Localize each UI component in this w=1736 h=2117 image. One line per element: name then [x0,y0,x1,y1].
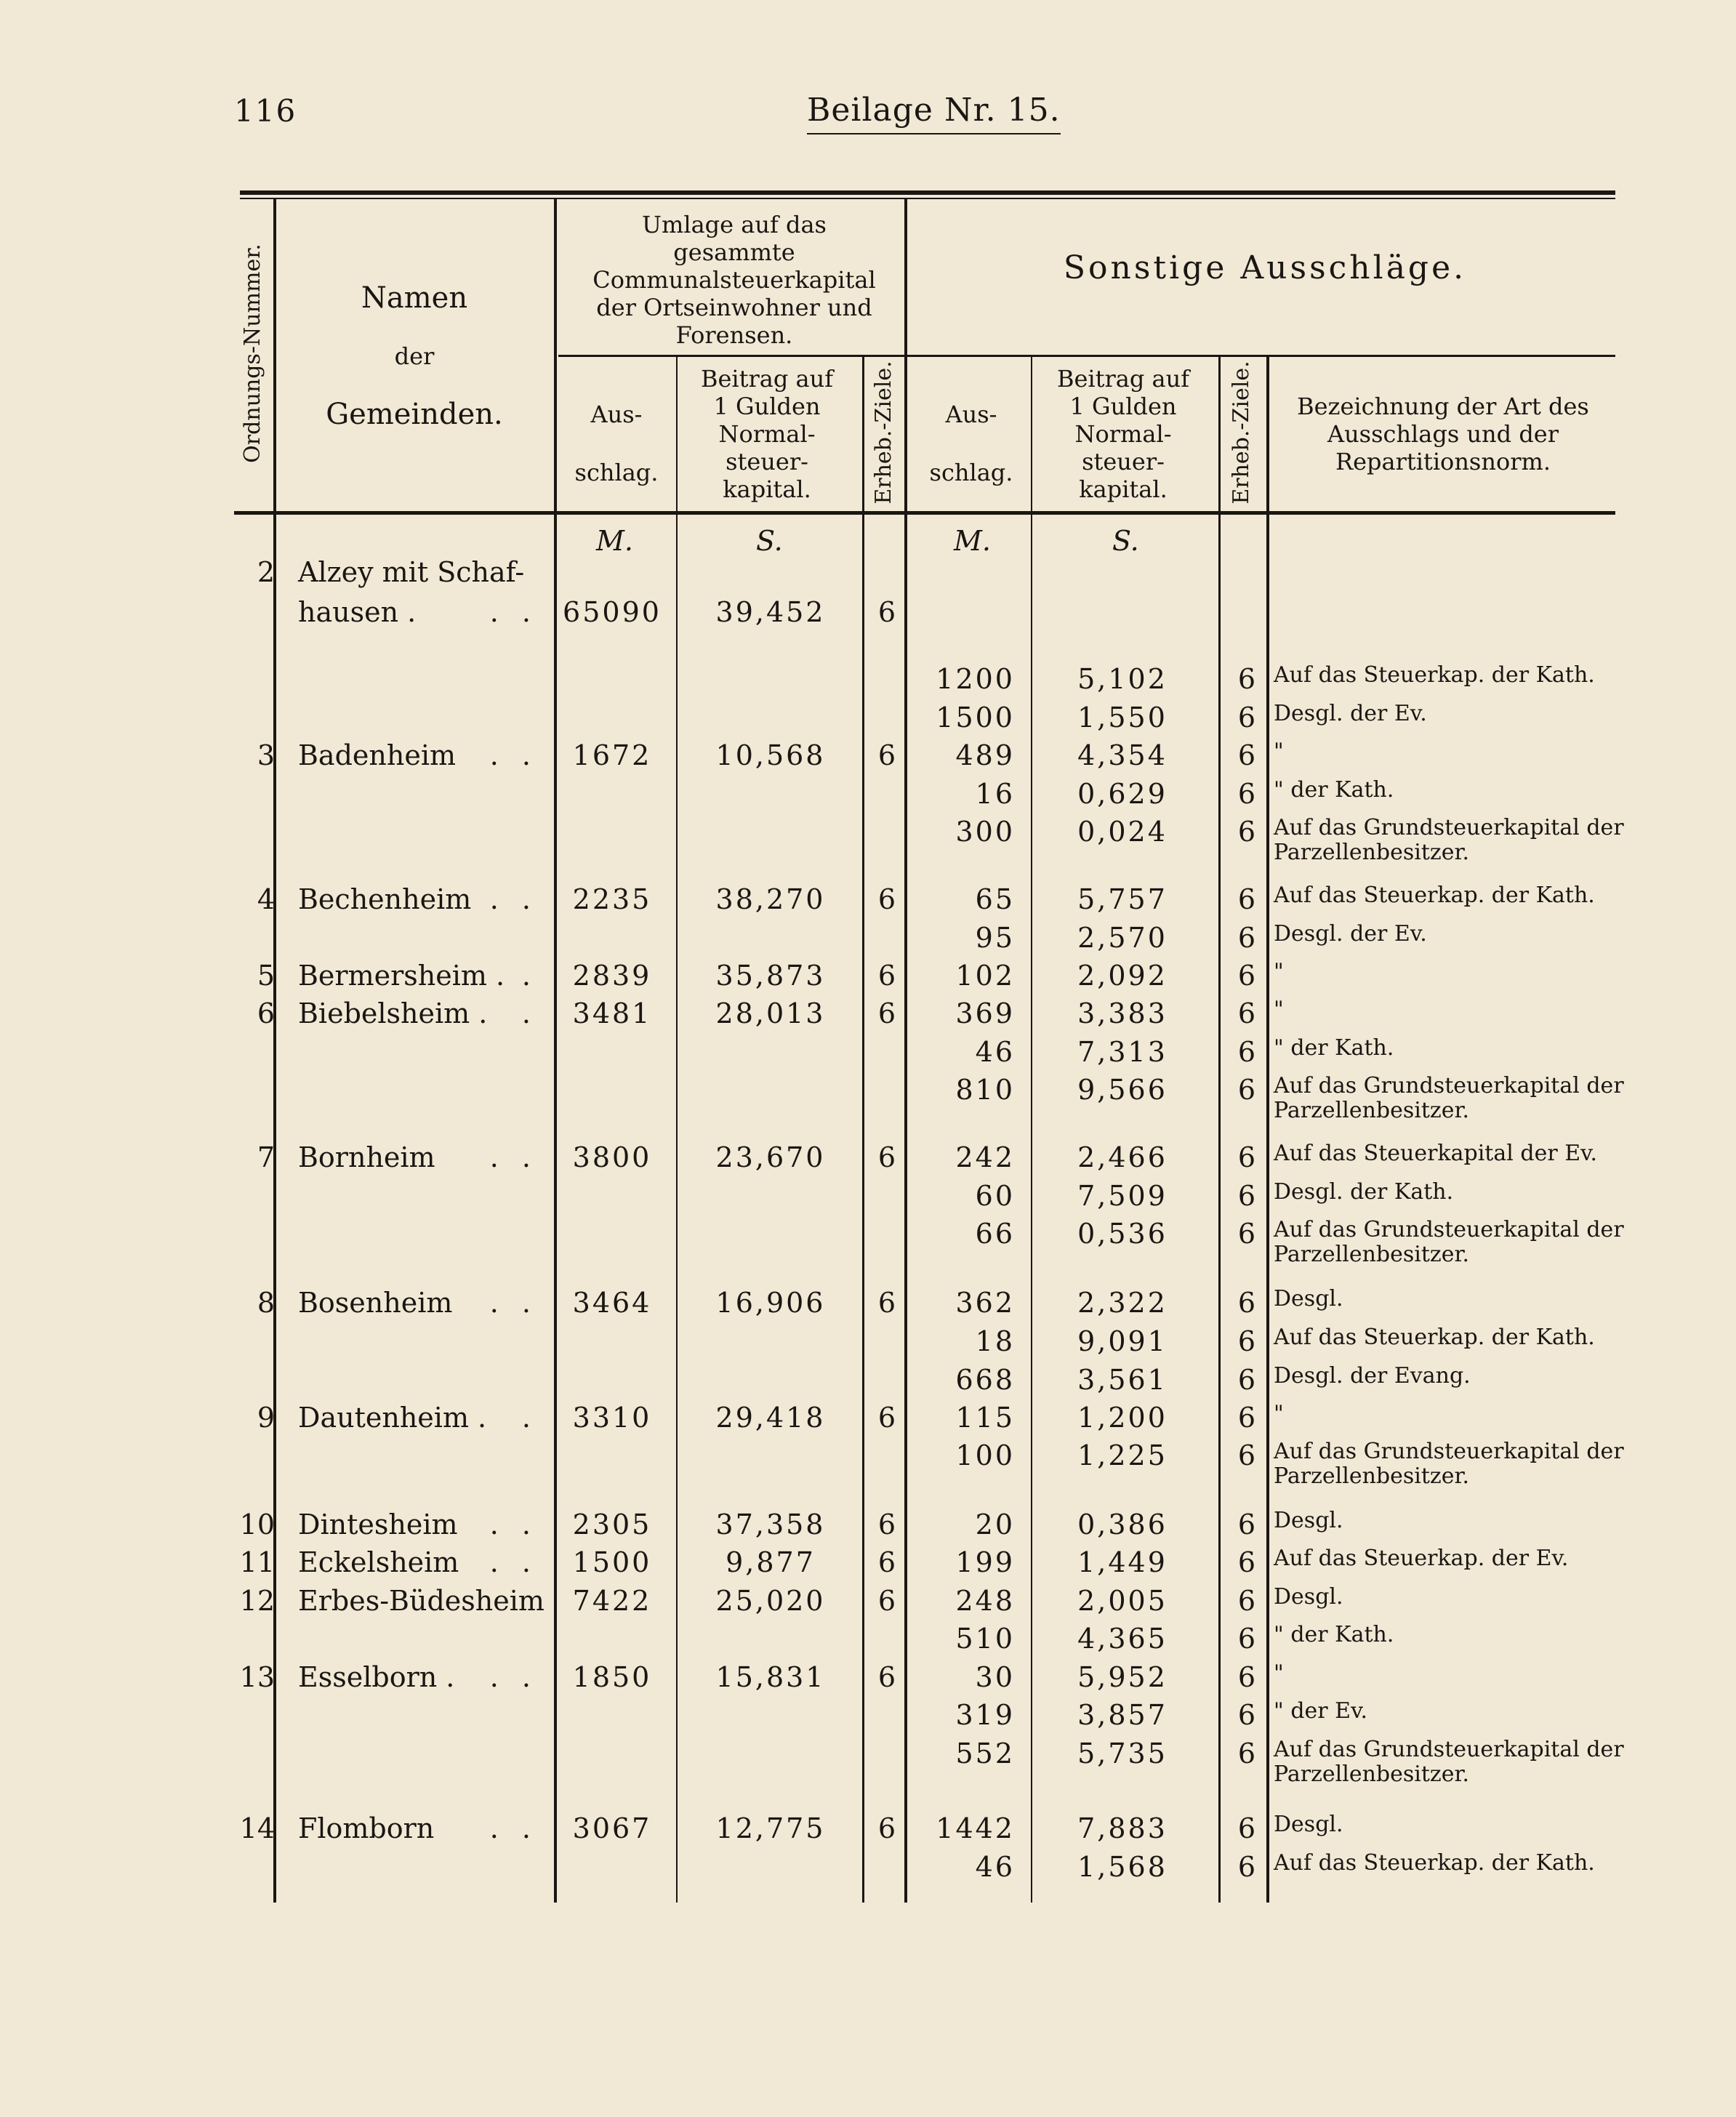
cell-desc: Desgl. der Kath. [1274,1179,1454,1205]
cell-z2: 6 [1237,1546,1256,1578]
cell-desc: " [1274,739,1284,764]
cell-bei2: 0,024 [1077,816,1168,848]
table-row [0,1737,1736,1787]
cell-z1: 6 [877,1661,896,1693]
page-title: Beilage Nr. 15. [807,92,1061,134]
cell-name: Bosenheim [298,1287,453,1319]
cell-no: 12 [239,1585,275,1617]
table-row [0,596,1736,634]
cell-bei2: 5,735 [1077,1738,1168,1769]
cell-bei2: 7,313 [1077,1036,1168,1068]
table-row [0,1141,1736,1179]
cell-z2: 6 [1237,1439,1256,1471]
cell-z1: 6 [877,883,896,915]
cell-bei2: 3,857 [1077,1699,1168,1731]
cell-aus2: 46 [975,1851,1015,1883]
cell-desc: Auf das Steuerkap. der Kath. [1274,1325,1595,1350]
cell-aus1: 3310 [572,1402,652,1434]
cell-z1: 6 [877,1546,896,1578]
header-ziele-1: Erheb.-Ziele. [871,361,896,505]
cell-aus1: 1850 [572,1661,652,1693]
cell-bei1: 38,270 [715,883,826,915]
table-row [0,883,1736,921]
table-row [0,960,1736,997]
cell-bei1: 35,873 [715,960,826,992]
cell-dots: . . [489,1509,538,1540]
cell-z2: 6 [1237,1851,1256,1883]
cell-bei1: 28,013 [715,997,826,1029]
cell-desc: Desgl. [1274,1286,1343,1311]
cell-z2: 6 [1237,1074,1256,1106]
cell-z1: 6 [877,1585,896,1617]
table-row [0,663,1736,701]
unit-mark-1: M. [596,525,633,557]
cell-z2: 6 [1237,1036,1256,1068]
header-namen [284,269,545,443]
table-row [0,1439,1736,1489]
cell-desc: Desgl. der Ev. [1274,701,1427,726]
cell-z2: 6 [1237,1287,1256,1319]
header-ausschlag-2 [913,385,1029,502]
table-row [0,1073,1736,1123]
cell-desc: Desgl. der Ev. [1274,921,1427,947]
cell-desc: Auf das Grundsteuerkapital der Parzellenbesitzer. [1274,1217,1624,1267]
cell-z2: 6 [1237,663,1256,695]
cell-z2: 6 [1237,1325,1256,1357]
cell-bei1: 10,568 [715,739,826,771]
cell-z2: 6 [1237,997,1256,1029]
cell-z2: 6 [1237,1812,1256,1844]
cell-desc: Desgl. [1274,1508,1343,1533]
cell-z2: 6 [1237,1402,1256,1434]
cell-bei1: 37,358 [715,1509,826,1540]
cell-bei1: 23,670 [715,1141,826,1173]
cell-aus1: 1500 [572,1546,652,1578]
cell-bei1: 9,877 [726,1546,816,1578]
cell-bei2: 1,568 [1077,1851,1168,1883]
cell-aus1: 3067 [572,1812,652,1844]
cell-dots: . . [489,1287,538,1319]
header-namen-line2: der [394,342,435,370]
cell-bei2: 7,509 [1077,1180,1168,1212]
cell-bei2: 0,629 [1077,778,1168,810]
cell-desc: Desgl. der Evang. [1274,1363,1471,1389]
cell-desc: Auf das Grundsteuerkapital der Parzellenbesitzer. [1274,1737,1624,1787]
cell-aus2: 369 [955,997,1015,1029]
cell-aus2: 319 [955,1699,1015,1731]
cell-name: Erbes-Büdesheim [298,1585,544,1617]
unit-pf-2: S. [1112,525,1139,557]
cell-aus2: 18 [975,1325,1015,1357]
cell-desc: Auf das Steuerkap. der Ev. [1274,1546,1569,1571]
table-row [0,1402,1736,1439]
table-row [0,739,1736,777]
cell-name: Bechenheim [298,883,472,915]
cell-z1: 6 [877,1509,896,1540]
cell-z2: 6 [1237,778,1256,810]
cell-desc: Auf das Steuerkap. der Kath. [1274,883,1595,908]
table-row [0,556,1736,594]
cell-no: 9 [257,1402,275,1434]
cell-desc: " der Kath. [1274,1622,1394,1647]
cell-z2: 6 [1237,922,1256,954]
cell-bei1: 25,020 [715,1585,826,1617]
cell-bei2: 4,365 [1077,1623,1168,1655]
cell-aus1: 7422 [572,1585,652,1617]
cell-bei2: 2,570 [1077,922,1168,954]
cell-bei2: 2,092 [1077,960,1168,992]
cell-bei2: 9,566 [1077,1074,1168,1106]
cell-bei2: 9,091 [1077,1325,1168,1357]
cell-bei1: 39,452 [715,596,826,628]
table-row [0,1509,1736,1546]
header-sonstige-group: Sonstige Ausschläge. [1063,249,1467,286]
cell-dots: . [521,960,538,992]
table-row [0,1851,1736,1889]
cell-name: Flomborn [298,1812,435,1844]
ausschlag-2-line2: schlag. [929,459,1013,486]
table-row [0,1036,1736,1074]
ausschlag-1-line1: Aus- [590,401,643,428]
cell-aus2: 60 [975,1180,1015,1212]
cell-desc: Auf das Grundsteuerkapital der Parzellenbesitzer. [1274,815,1624,865]
cell-desc: Auf das Steuerkap. der Kath. [1274,662,1595,688]
table-row [0,922,1736,960]
table-row [0,1364,1736,1402]
cell-z1: 6 [877,1812,896,1844]
cell-bei2: 4,354 [1077,739,1168,771]
table-row [0,1546,1736,1584]
cell-dots: . [521,1402,538,1434]
header-umlage-group: Umlage auf das gesammte Communalsteuerkapital der Ortseinwohner und Forensen. [592,211,876,349]
cell-bei2: 2,466 [1077,1141,1168,1173]
cell-z2: 6 [1237,1738,1256,1769]
cell-desc: " [1274,959,1284,984]
table-row [0,1217,1736,1267]
cell-name: Alzey mit Schaf- [298,556,525,588]
cell-no: 10 [239,1509,275,1540]
cell-z1: 6 [877,739,896,771]
header-beitrag-1: Beitrag auf 1 Gulden Normal- steuer- kapital. [700,365,834,503]
cell-z2: 6 [1237,816,1256,848]
cell-z2: 6 [1237,1585,1256,1617]
cell-name: Badenheim [298,739,457,771]
cell-name: Bornheim [298,1141,435,1173]
cell-z2: 6 [1237,1364,1256,1396]
cell-z2: 6 [1237,1180,1256,1212]
cell-bei2: 3,383 [1077,997,1168,1029]
cell-z2: 6 [1237,1509,1256,1540]
cell-z2: 6 [1237,960,1256,992]
cell-name: Dintesheim [298,1509,458,1540]
ausschlag-1-line2: schlag. [574,459,659,486]
cell-aus1: 65090 [563,596,662,628]
header-ausschlag-1 [558,385,675,502]
header-namen-line3: Gemeinden. [326,398,503,431]
cell-z1: 6 [877,960,896,992]
cell-name: Esselborn . [298,1661,455,1693]
cell-z2: 6 [1237,1623,1256,1655]
cell-bei1: 29,418 [715,1402,826,1434]
cell-no: 2 [257,556,275,588]
cell-no: 11 [239,1546,275,1578]
cell-aus1: 3800 [572,1141,652,1173]
unit-mark-2: M. [954,525,991,557]
cell-aus2: 810 [955,1074,1015,1106]
cell-bei2: 7,883 [1077,1812,1168,1844]
cell-z2: 6 [1237,1661,1256,1693]
cell-aus2: 552 [955,1738,1015,1769]
cell-bei2: 1,225 [1077,1439,1168,1471]
cell-z1: 6 [877,1287,896,1319]
cell-no: 4 [257,883,275,915]
table-row [0,1180,1736,1218]
cell-desc: " [1274,997,1284,1022]
cell-aus1: 3481 [572,997,652,1029]
cell-aus1: 2235 [572,883,652,915]
cell-aus2: 115 [955,1402,1015,1434]
cell-z2: 6 [1237,1141,1256,1173]
cell-aus2: 242 [955,1141,1015,1173]
cell-desc: " der Ev. [1274,1698,1367,1724]
cell-bei2: 1,550 [1077,702,1168,734]
table-row [0,702,1736,739]
cell-aus1: 1672 [572,739,652,771]
cell-desc: Auf das Grundsteuerkapital der Parzellenbesitzer. [1274,1073,1624,1123]
table-row [0,1661,1736,1699]
cell-dots: . . [489,1141,538,1173]
cell-aus2: 95 [975,922,1015,954]
cell-aus2: 1200 [936,663,1015,695]
cell-no: 7 [257,1141,275,1173]
cell-aus2: 65 [975,883,1015,915]
cell-aus1: 2305 [572,1509,652,1540]
cell-no: 5 [257,960,275,992]
cell-z2: 6 [1237,1699,1256,1731]
cell-dots: . . [489,1661,538,1693]
cell-bei2: 5,757 [1077,883,1168,915]
header-beitrag-2: Beitrag auf 1 Gulden Normal- steuer- kapital. [1056,365,1190,503]
cell-name: Bermersheim . [298,960,505,992]
cell-name: Dautenheim . [298,1402,487,1434]
cell-aus2: 199 [955,1546,1015,1578]
header-ordnungs-nummer: Ordnungs-Nummer. [240,244,265,463]
cell-desc: Auf das Grundsteuerkapital der Parzellenbesitzer. [1274,1439,1624,1489]
cell-bei1: 12,775 [715,1812,826,1844]
cell-z1: 6 [877,1141,896,1173]
cell-aus2: 100 [955,1439,1015,1471]
cell-dots: . . [489,883,538,915]
cell-z1: 6 [877,596,896,628]
top-rule [240,190,1615,195]
cell-desc: Desgl. [1274,1812,1343,1837]
cell-bei2: 1,200 [1077,1402,1168,1434]
top-rule-thin [240,198,1615,199]
cell-dots: . . [489,596,538,628]
cell-bei1: 16,906 [715,1287,826,1319]
cell-aus2: 300 [955,816,1015,848]
header-bezeichnung: Bezeichnung der Art des Ausschlags und der Repartitionsnorm. [1297,393,1589,475]
cell-desc: " der Kath. [1274,1035,1394,1061]
cell-no: 14 [239,1812,275,1844]
cell-no: 8 [257,1287,275,1319]
table-row [0,1812,1736,1850]
cell-dots: . . [489,739,538,771]
table-row [0,997,1736,1035]
cell-aus2: 1500 [936,702,1015,734]
cell-bei2: 3,561 [1077,1364,1168,1396]
cell-z2: 6 [1237,702,1256,734]
cell-no: 6 [257,997,275,1029]
cell-aus1: 3464 [572,1287,652,1319]
table-row [0,1585,1736,1623]
cell-aus2: 16 [975,778,1015,810]
cell-aus1: 2839 [572,960,652,992]
cell-desc: " der Kath. [1274,777,1394,803]
cell-bei2: 5,102 [1077,663,1168,695]
ausschlag-2-line1: Aus- [945,401,997,428]
cell-z2: 6 [1237,883,1256,915]
cell-desc: " [1274,1660,1284,1686]
cell-desc: Desgl. [1274,1584,1343,1610]
cell-z2: 6 [1237,1218,1256,1250]
cell-desc: " [1274,1401,1284,1426]
cell-z1: 6 [877,1402,896,1434]
header-namen-line1: Namen [361,281,468,315]
cell-bei2: 5,952 [1077,1661,1168,1693]
cell-aus2: 20 [975,1509,1015,1540]
table-row [0,778,1736,816]
cell-dots: . . [489,1812,538,1844]
cell-name: Biebelsheim . [298,997,488,1029]
cell-bei1: 15,831 [715,1661,826,1693]
cell-aus2: 489 [955,739,1015,771]
cell-bei2: 1,449 [1077,1546,1168,1578]
unit-pf-1: S. [756,525,783,557]
cell-aus2: 30 [975,1661,1015,1693]
cell-aus2: 102 [955,960,1015,992]
cell-dots: . [521,997,538,1029]
cell-desc: Auf das Steuerkap. der Kath. [1274,1850,1595,1876]
cell-bei2: 2,005 [1077,1585,1168,1617]
cell-aus2: 510 [955,1623,1015,1655]
cell-name: hausen . [298,596,417,628]
cell-bei2: 0,536 [1077,1218,1168,1250]
table-row [0,815,1736,865]
table-row [0,1325,1736,1363]
cell-bei2: 2,322 [1077,1287,1168,1319]
table-row [0,1699,1736,1737]
cell-aus2: 1442 [936,1812,1015,1844]
cell-no: 13 [239,1661,275,1693]
table-row [0,1623,1736,1660]
cell-dots: . . [489,1546,538,1578]
table-row [0,1287,1736,1325]
cell-bei2: 0,386 [1077,1509,1168,1540]
header-ziele-2: Erheb.-Ziele. [1229,361,1254,505]
cell-aus2: 46 [975,1036,1015,1068]
cell-aus2: 248 [955,1585,1015,1617]
cell-z1: 6 [877,997,896,1029]
subheader-rule [558,355,1615,357]
page-number: 116 [234,93,297,129]
cell-z2: 6 [1237,739,1256,771]
cell-no: 3 [257,739,275,771]
cell-aus2: 362 [955,1287,1015,1319]
header-bottom-rule [234,511,1615,515]
cell-aus2: 66 [975,1218,1015,1250]
cell-name: Eckelsheim [298,1546,459,1578]
cell-aus2: 668 [955,1364,1015,1396]
cell-desc: Auf das Steuerkapital der Ev. [1274,1141,1598,1166]
